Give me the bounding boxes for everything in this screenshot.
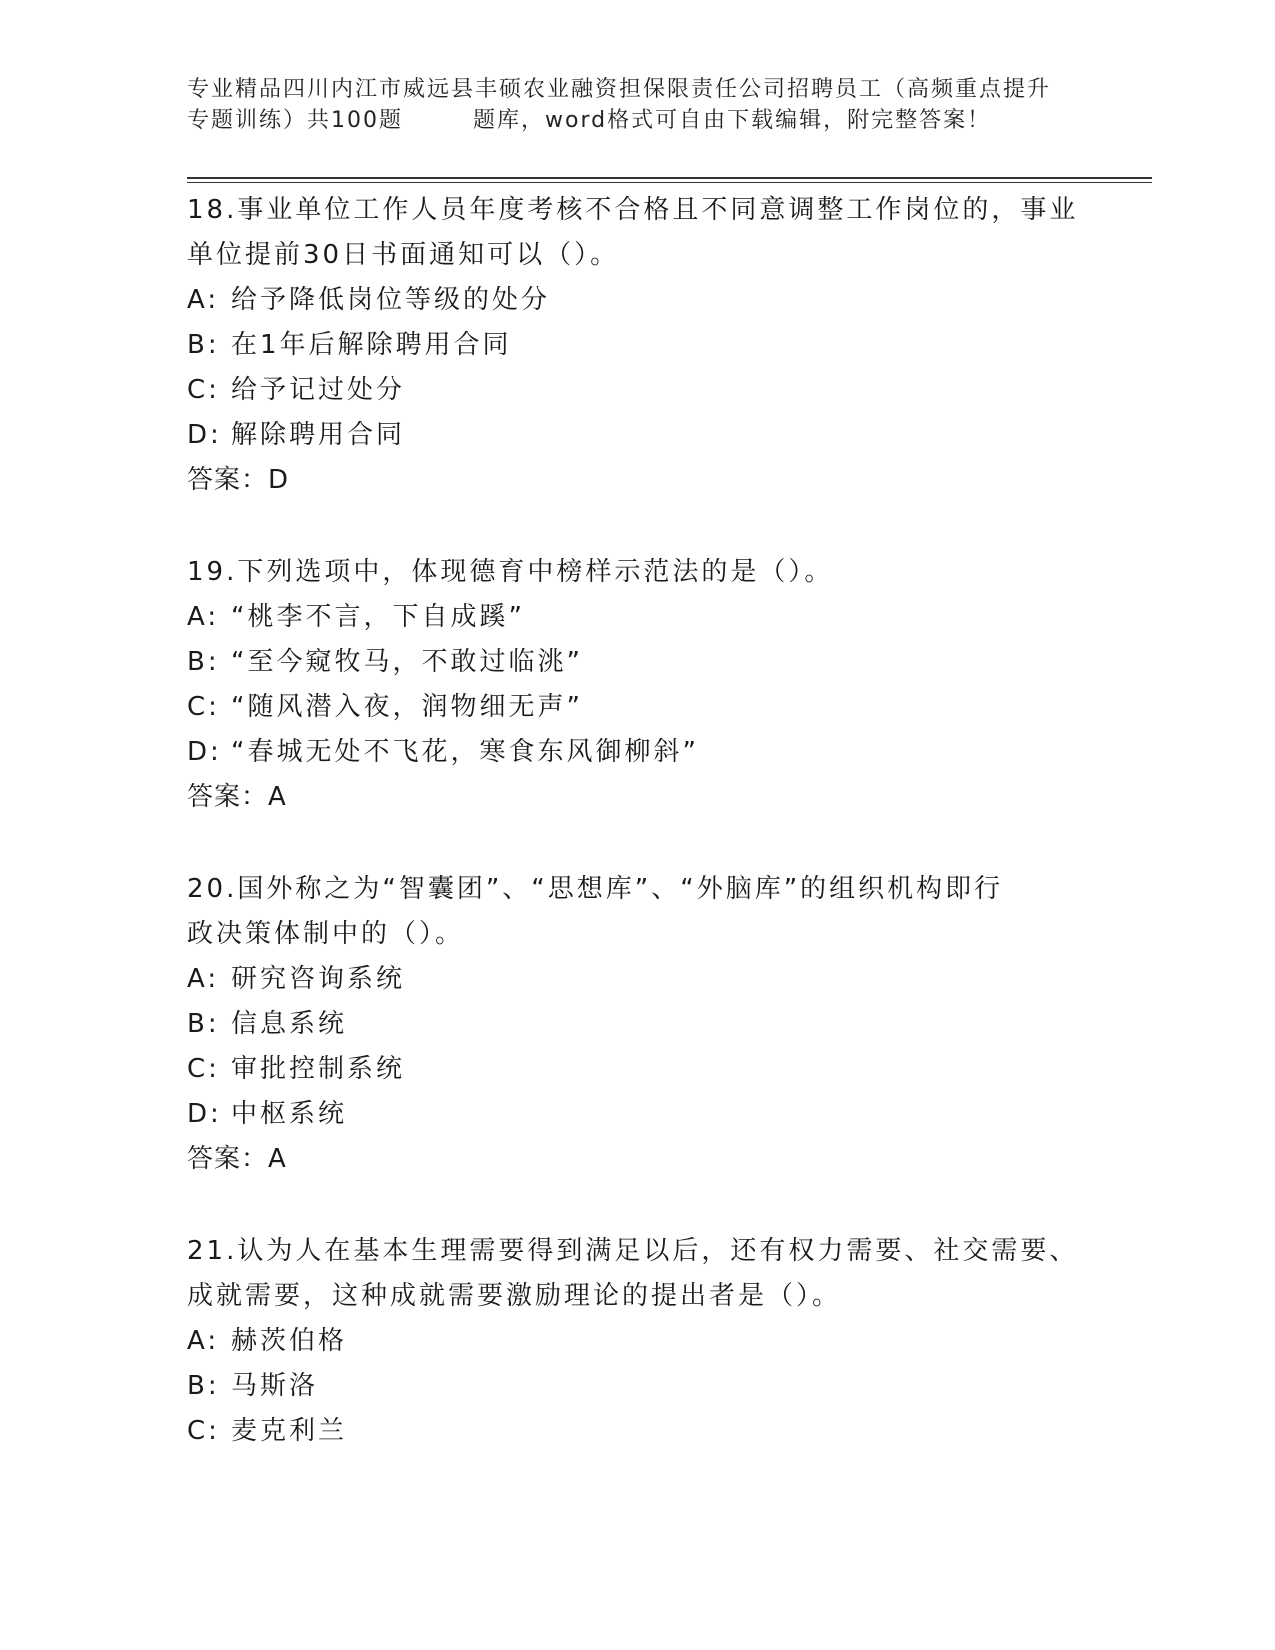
option-key: B:	[187, 330, 220, 360]
option-text: 麦克利兰	[231, 1416, 348, 1446]
option-text: 中枢系统	[231, 1099, 348, 1129]
option-key: D:	[187, 420, 222, 450]
option-key: A:	[187, 285, 220, 315]
option-text: 研究咨询系统	[231, 964, 406, 994]
question-18	[187, 188, 1087, 503]
option-b	[187, 1002, 1087, 1047]
question-21	[187, 1229, 1087, 1454]
option-c	[187, 685, 1087, 730]
option-key: C:	[187, 1416, 220, 1446]
question-stem-cont: 成就需要，这种成就需要激励理论的提出者是（）。	[187, 1281, 842, 1311]
document-header	[187, 74, 1087, 136]
option-key: B:	[187, 647, 220, 677]
option-text: “至今窥牧马，不敢过临洮”	[231, 647, 583, 677]
option-a	[187, 278, 1087, 323]
option-key: A:	[187, 964, 220, 994]
option-text: “桃李不言，下自成蹊”	[231, 602, 525, 632]
option-text: 马斯洛	[231, 1371, 319, 1401]
option-key: A:	[187, 602, 220, 632]
question-stem: 18.事业单位工作人员年度考核不合格且不同意调整工作岗位的，事业	[187, 195, 1079, 225]
option-key: D:	[187, 737, 222, 767]
option-text: 赫茨伯格	[231, 1326, 348, 1356]
header-line-2	[187, 105, 1087, 136]
option-text: 解除聘用合同	[231, 420, 406, 450]
option-a	[187, 1319, 1087, 1364]
option-c	[187, 1047, 1087, 1092]
option-key: D:	[187, 1099, 222, 1129]
option-text: “随风潜入夜，润物细无声”	[231, 692, 583, 722]
option-c	[187, 1409, 1087, 1454]
question-19	[187, 550, 1087, 820]
option-text: 给予降低岗位等级的处分	[231, 285, 551, 315]
option-a	[187, 595, 1087, 640]
option-d	[187, 730, 1087, 775]
question-stem: 19.下列选项中，体现德育中榜样示范法的是（）。	[187, 557, 834, 587]
option-c	[187, 368, 1087, 413]
header-rule-thin	[187, 182, 1152, 183]
question-stem-cont: 单位提前30日书面通知可以（）。	[187, 240, 620, 270]
option-text: 给予记过处分	[231, 375, 406, 405]
question-list	[187, 188, 1087, 1454]
header-line-2b: 题库，word格式可自由下载编辑，附完整答案！	[473, 108, 992, 133]
option-b	[187, 1364, 1087, 1409]
option-key: B:	[187, 1009, 220, 1039]
header-line-2a: 专题训练）共100题	[187, 108, 403, 133]
option-key: C:	[187, 1054, 220, 1084]
option-a	[187, 957, 1087, 1002]
option-key: C:	[187, 692, 220, 722]
header-line-1: 专业精品四川内江市威远县丰硕农业融资担保限责任公司招聘员工（高频重点提升	[187, 77, 1052, 102]
option-key: C:	[187, 375, 220, 405]
option-key: A:	[187, 1326, 220, 1356]
question-stem: 20.国外称之为“智囊团”、“思想库”、“外脑库”的组织机构即行	[187, 874, 1004, 904]
answer: 答案：D	[187, 465, 290, 495]
option-key: B:	[187, 1371, 220, 1401]
header-rule-thick	[187, 177, 1152, 179]
question-stem: 21.认为人在基本生理需要得到满足以后，还有权力需要、社交需要、	[187, 1236, 1079, 1266]
answer: 答案：A	[187, 1144, 287, 1174]
option-text: “春城无处不飞花，寒食东风御柳斜”	[231, 737, 699, 767]
answer: 答案：A	[187, 782, 287, 812]
option-b	[187, 323, 1087, 368]
question-stem-cont: 政决策体制中的（）。	[187, 919, 465, 949]
option-d	[187, 413, 1087, 458]
option-d	[187, 1092, 1087, 1137]
option-b	[187, 640, 1087, 685]
option-text: 审批控制系统	[231, 1054, 406, 1084]
option-text: 在1年后解除聘用合同	[231, 330, 512, 360]
question-20	[187, 867, 1087, 1182]
option-text: 信息系统	[231, 1009, 348, 1039]
